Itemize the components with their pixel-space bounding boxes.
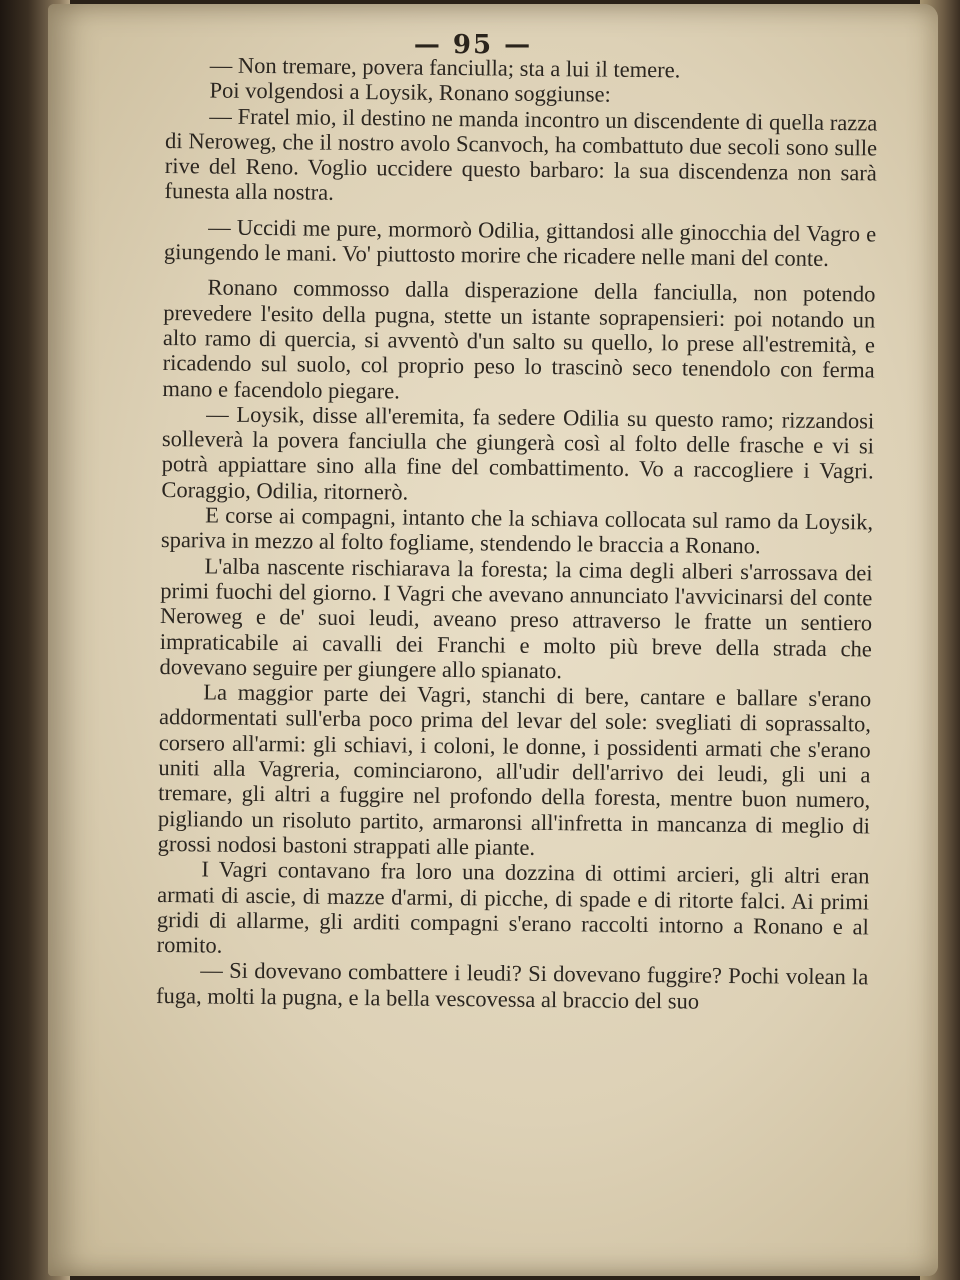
paragraph-6: — Loysik, disse all'eremita, fa sedere Odilia su questo ramo; rizzandosi solleverà la povera fanciulla che giungerà così al folto delle frasche e vi si potrà appiattare sino alla fine del combattimento. Vo a raccogliere i Vagri. Coraggio, Odilia, ritornerò. (161, 401, 875, 505)
paragraph-5: Ronano commosso dalla disperazione della fanciulla, non potendo prevedere l'esito della pugna, stette un istante soprapensieri: poi notando un alto ramo di quercia, si avventò d'un salto su quello, lo prese all'estremità, e ricadendo sul suolo, col proprio peso lo trascinò seco tenendolo con ferma mano e facendolo piegare. (162, 274, 876, 404)
paragraph-8: L'alba nascente rischiarava la foresta; la cima degli alberi s'arrossava dei primi fuochi del giorno. I Vagri che avevano annunciato l'avvicinarsi del conte Neroweg e de' suoi leudi, aveano preso attraverso le fratte un sentiero impraticabile ai cavalli dei Franchi e molto più breve della strada che dovevano seguire per giungere allo spianato. (159, 553, 873, 684)
page-number: — 95 — (413, 30, 533, 60)
paragraph-7: E corse ai compagni, intanto che la schiava collocata sul ramo da Loysik, spariva in mezzo al folto fogliame, stendendo le braccia a Ronano. (160, 502, 874, 559)
paragraph-1: — Non tremare, povera fanciulla; sta a lui il temere. (209, 52, 681, 83)
paragraph-4: — Uccidi me pure, mormorò Odilia, gittandosi alle ginocchia del Vagro e giungendo le mani. Vo' piuttosto morire che ricadere nelle mani del conte. (163, 214, 877, 272)
paragraph-10: I Vagri contavano fra loro una dozzina di ottimi arcieri, gli altri eran armati di ascie, di mazze d'armi, di picche, di spade e di ritorte falci. Ai primi gridi di allarme, gli arditi compagni s'erano raccolti intorno a Ronano e al romito. (156, 856, 870, 958)
paragraph-3: — Fratel mio, il destino ne manda incontro un discendente di quella razza di Neroweg, che il nostro avolo Scanvoch, ha combattuto due secoli sono sulle rive del Reno. Voglio uccidere questo barbaro: la sua discendenza non sarà funesta alla nostra. (164, 103, 878, 206)
paragraph-9: La maggior parte dei Vagri, stanchi di bere, cantare e ballare s'erano addormentati sull'erba poco prima del levar del sole: svegliati di soprassalto, corsero all'armi: gli schiavi, i coloni, le donne, i possidenti armati che s'erano uniti alla Vagreria, cominciarono, all'udir dell'arrivo dei leudi, gli uni a tremare, gli altri a fuggire nel profondo della foresta, mentre buon numero, pigliando un risoluto partito, armaronsi all'infretta in mancanza di meglio di grossi nodosi bastoni strappati alle piante. (157, 679, 872, 860)
page-text (156, 52, 878, 1015)
book-page (48, 4, 938, 1276)
paragraph-11: — Si dovevano combattere i leudi? Si dovevano fuggire? Pochi volean la fuga, molti la pugna, e la bella vescovessa al braccio del suo (155, 957, 869, 1014)
paragraph-2: Poi volgendosi a Loysik, Ronano soggiunse: (209, 77, 611, 107)
